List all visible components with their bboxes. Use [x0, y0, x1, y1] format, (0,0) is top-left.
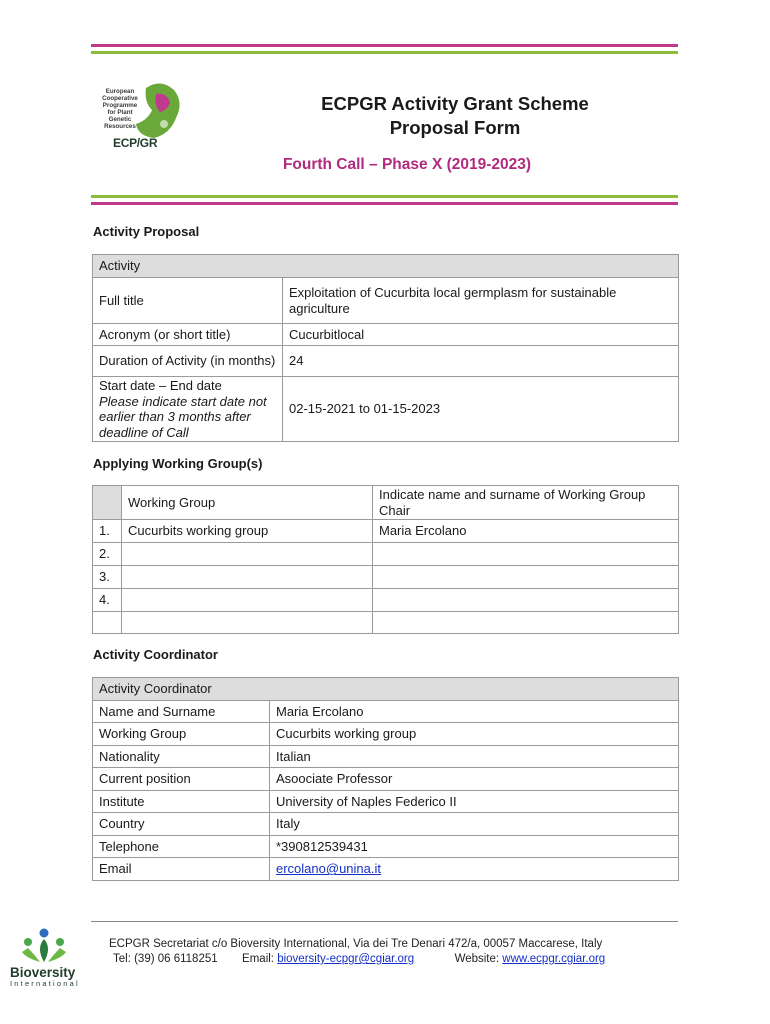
footer-tel: Tel: (39) 06 6118251	[113, 953, 218, 965]
page-title-line2: Proposal Form	[389, 117, 521, 138]
footer-email-link[interactable]: bioversity-ecpgr@cgiar.org	[277, 953, 415, 965]
table-row	[93, 346, 679, 377]
wg-row-chair	[373, 566, 679, 589]
acronym-label: Acronym (or short title)	[93, 324, 283, 346]
wg-row-num: 1.	[93, 520, 122, 543]
footer-contact-line	[113, 953, 605, 965]
table-row	[93, 543, 679, 566]
coord-value: Italian	[270, 746, 679, 768]
dates-note: Please indicate start date not earlier than 3 months after deadline of Call	[99, 393, 267, 440]
activity-header: Activity	[93, 255, 679, 278]
wg-row-chair	[373, 543, 679, 566]
coordinator-table	[92, 677, 679, 881]
wg-row-num	[93, 612, 122, 634]
coordinator-header: Activity Coordinator	[93, 678, 679, 701]
top-rule-pink	[91, 44, 678, 47]
mid-rule-pink	[91, 202, 678, 205]
mid-rule-green	[91, 195, 678, 198]
wg-row-group	[122, 543, 373, 566]
duration-label: Duration of Activity (in months)	[93, 346, 283, 377]
dates-label: Start date – End date	[99, 378, 222, 393]
footer-email-label: Email:	[242, 953, 274, 965]
page-title-line1: ECPGR Activity Grant Scheme	[321, 93, 589, 114]
table-row	[93, 278, 679, 324]
bioversity-sub: International	[10, 979, 80, 988]
wg-row-chair	[373, 612, 679, 634]
table-row	[93, 678, 679, 701]
coord-label: Working Group	[93, 723, 270, 746]
table-row	[93, 589, 679, 612]
section-coordinator: Activity Coordinator	[93, 647, 218, 662]
dates-label-cell	[93, 377, 283, 442]
page-subtitle: Fourth Call – Phase X (2019-2023)	[282, 156, 532, 173]
full-title-value: Exploitation of Cucurbita local germplasm for sustainable agriculture	[283, 278, 679, 324]
acronym-value: Cucurbitlocal	[283, 324, 679, 346]
top-rule-green	[91, 51, 678, 54]
coord-value: Asoociate Professor	[270, 768, 679, 791]
dates-value: 02-15-2021 to 01-15-2023	[283, 377, 679, 442]
wg-row-group: Cucurbits working group	[122, 520, 373, 543]
coordinator-email-link[interactable]: ercolano@unina.it	[276, 861, 381, 877]
wg-row-num: 2.	[93, 543, 122, 566]
wg-row-group	[122, 589, 373, 612]
coord-value: Maria Ercolano	[270, 701, 679, 723]
full-title-label: Full title	[93, 278, 283, 324]
wg-row-group	[122, 612, 373, 634]
table-row	[93, 520, 679, 543]
coord-value: Italy	[270, 813, 679, 836]
table-row	[93, 723, 679, 746]
footer-address: ECPGR Secretariat c/o Bioversity International, Via dei Tre Denari 472/a, 00057 Maccarese, Italy	[109, 938, 603, 950]
coord-label: Email	[93, 858, 270, 881]
table-row	[93, 701, 679, 723]
table-row	[93, 566, 679, 589]
coord-label: Country	[93, 813, 270, 836]
table-row	[93, 791, 679, 813]
wg-header-chair: Indicate name and surname of Working Group Chair	[373, 486, 679, 520]
coord-label: Name and Surname	[93, 701, 270, 723]
table-row	[93, 612, 679, 634]
table-row	[93, 768, 679, 791]
table-row	[93, 746, 679, 768]
coord-value: *390812539431	[270, 836, 679, 858]
wg-row-group	[122, 566, 373, 589]
table-row	[93, 377, 679, 442]
section-activity-proposal: Activity Proposal	[93, 224, 200, 239]
wg-row-num: 4.	[93, 589, 122, 612]
coord-value-cell	[270, 858, 679, 881]
section-working-groups: Applying Working Group(s)	[93, 456, 263, 471]
working-group-table	[92, 485, 679, 634]
table-row	[93, 836, 679, 858]
coord-label: Telephone	[93, 836, 270, 858]
duration-value: 24	[283, 346, 679, 377]
coord-label: Nationality	[93, 746, 270, 768]
table-row	[93, 324, 679, 346]
wg-row-chair: Maria Ercolano	[373, 520, 679, 543]
activity-table	[92, 254, 679, 442]
wg-row-chair	[373, 589, 679, 612]
coord-value: University of Naples Federico II	[270, 791, 679, 813]
table-row	[93, 486, 679, 520]
footer-divider	[91, 921, 678, 922]
table-row	[93, 858, 679, 881]
coord-label: Current position	[93, 768, 270, 791]
footer-website-label: Website:	[454, 953, 500, 965]
table-row	[93, 255, 679, 278]
footer-website-link[interactable]: www.ecpgr.cgiar.org	[502, 953, 606, 965]
wg-header-num	[93, 486, 122, 520]
wg-row-num: 3.	[93, 566, 122, 589]
coord-label: Institute	[93, 791, 270, 813]
bioversity-name: Bioversity	[10, 965, 76, 980]
logo-brand: ECP/GR	[113, 136, 158, 150]
wg-header-group: Working Group	[122, 486, 373, 520]
bioversity-people-icon	[14, 928, 74, 966]
logo-text: European Cooperative Programme for Plant Genetic Resources	[102, 88, 138, 130]
table-row	[93, 813, 679, 836]
coord-value: Cucurbits working group	[270, 723, 679, 746]
